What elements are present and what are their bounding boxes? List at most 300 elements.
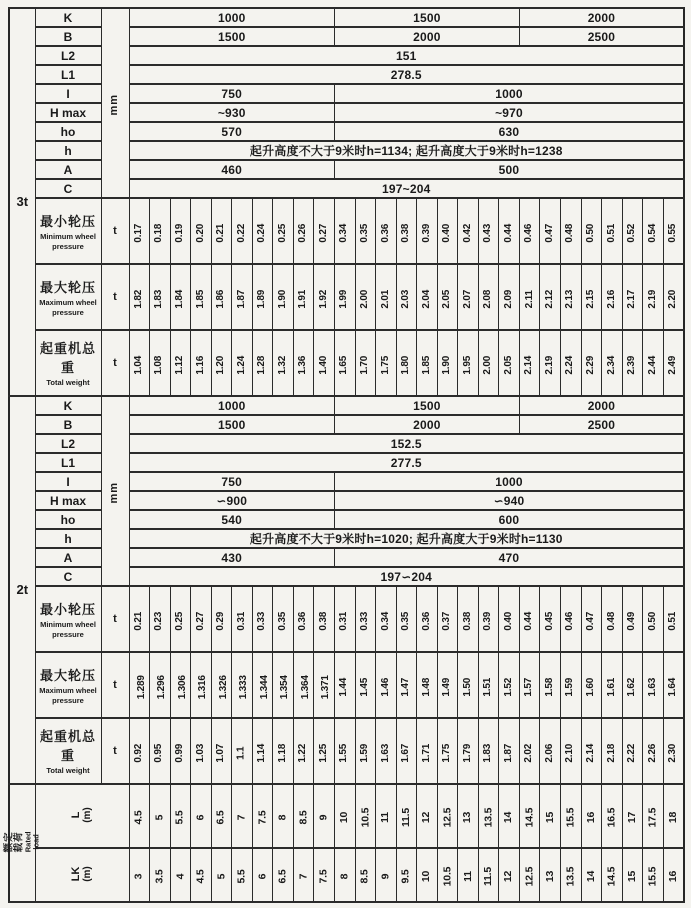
data-value-cell xyxy=(663,586,684,652)
data-value: 2.14 xyxy=(523,355,535,375)
dim-row-label: ho xyxy=(60,124,76,139)
dim-row-label-cell xyxy=(35,453,101,472)
row-label-zh: 起重机总重 xyxy=(39,341,96,376)
data-value-cell xyxy=(150,586,171,652)
dim-value-cell xyxy=(129,122,334,141)
data-value: 0.34 xyxy=(338,223,350,243)
data-value-cell xyxy=(540,718,561,784)
data-value: 1.296 xyxy=(155,675,167,700)
data-value: 2.06 xyxy=(543,743,555,763)
data-value-cell xyxy=(232,784,253,848)
data-value: 2.07 xyxy=(461,289,473,309)
data-value: 0.46 xyxy=(564,611,576,631)
dim-value: 1000 xyxy=(495,86,523,101)
data-value-cell xyxy=(334,652,355,718)
data-value: 2.19 xyxy=(543,355,555,375)
data-value-cell xyxy=(314,586,335,652)
dim-value-cell xyxy=(129,84,334,103)
data-value-cell xyxy=(540,784,561,848)
data-value-cell xyxy=(602,784,623,848)
data-value-cell xyxy=(150,264,171,330)
data-value-cell xyxy=(314,784,335,848)
data-value: 0.31 xyxy=(338,611,350,631)
dim-value: 151 xyxy=(395,48,417,63)
data-value-cell xyxy=(355,718,376,784)
data-value-cell xyxy=(170,784,191,848)
data-value-cell xyxy=(437,586,458,652)
dim-value-cell xyxy=(334,491,684,510)
dim-value-cell xyxy=(129,141,684,160)
data-value: 2.20 xyxy=(667,289,679,309)
data-value: 0.51 xyxy=(605,223,617,243)
data-value: 2.18 xyxy=(605,743,617,763)
data-value-cell xyxy=(643,264,664,330)
row-label-cell xyxy=(35,586,101,652)
data-value-cell xyxy=(376,264,397,330)
data-value-cell xyxy=(417,718,438,784)
data-value: 2.44 xyxy=(646,355,658,375)
data-value: 2.14 xyxy=(585,743,597,763)
data-value: 0.44 xyxy=(502,223,514,243)
data-value: 1.92 xyxy=(317,289,329,309)
data-value: 9 xyxy=(379,873,392,880)
data-value-cell xyxy=(273,198,294,264)
data-value-cell xyxy=(334,264,355,330)
span-row-label-cell xyxy=(35,848,129,902)
dim-row-label: B xyxy=(63,417,73,432)
dim-value: 2000 xyxy=(413,29,441,44)
data-value: 0.22 xyxy=(235,223,247,243)
data-value-cell xyxy=(273,264,294,330)
data-value-cell xyxy=(211,198,232,264)
unit-t-label: t xyxy=(113,291,117,303)
data-value: 2.01 xyxy=(379,289,391,309)
data-value: 1.80 xyxy=(400,355,412,375)
data-value-cell xyxy=(458,652,479,718)
data-value: 0.23 xyxy=(153,611,165,631)
data-value-cell xyxy=(560,330,581,396)
data-value: 2.12 xyxy=(543,289,555,309)
data-value-cell xyxy=(643,198,664,264)
dim-value: 2000 xyxy=(587,398,616,413)
data-value: 0.48 xyxy=(564,223,576,243)
data-value-cell xyxy=(293,848,314,902)
data-value: 2.30 xyxy=(667,743,679,763)
data-value-cell xyxy=(602,718,623,784)
data-value: 0.39 xyxy=(482,611,494,631)
data-value-cell xyxy=(293,198,314,264)
data-value: 1.65 xyxy=(338,355,350,375)
data-value-cell xyxy=(129,784,150,848)
data-value: 0.99 xyxy=(174,743,186,763)
dim-value-cell xyxy=(129,510,334,529)
dim-row-label-cell xyxy=(35,548,101,567)
data-value-cell xyxy=(293,718,314,784)
dim-row-label-cell xyxy=(35,27,101,46)
rated-load-cell xyxy=(3,784,41,902)
dim-row-label-cell xyxy=(35,141,101,160)
data-value-cell xyxy=(663,330,684,396)
row-label-cell xyxy=(35,652,101,718)
dim-row-label: K xyxy=(63,10,73,25)
data-value: 7 xyxy=(297,873,310,880)
dim-value-cell xyxy=(129,65,684,84)
dim-row-label-cell xyxy=(35,65,101,84)
data-value-cell xyxy=(499,330,520,396)
data-value: 1.82 xyxy=(133,289,145,309)
data-value: 1.50 xyxy=(461,677,473,697)
data-value: 1.18 xyxy=(276,743,288,763)
data-value-cell xyxy=(560,784,581,848)
dim-value-cell xyxy=(519,415,684,434)
data-value: 1.16 xyxy=(194,355,206,375)
data-value-cell xyxy=(355,264,376,330)
data-value-cell xyxy=(396,652,417,718)
data-value-cell xyxy=(273,718,294,784)
data-value-cell xyxy=(602,652,623,718)
data-value: 1.44 xyxy=(338,677,350,697)
data-value: 1.79 xyxy=(461,743,473,763)
data-value: 17.5 xyxy=(646,807,659,828)
dim-value: 2000 xyxy=(413,417,441,432)
dim-row-label-cell xyxy=(35,160,101,179)
data-value: 11 xyxy=(379,812,392,823)
data-value: 0.18 xyxy=(153,223,165,243)
data-value: 1.326 xyxy=(217,675,229,700)
data-value-cell xyxy=(622,718,643,784)
data-value-cell xyxy=(478,198,499,264)
data-value: 15 xyxy=(543,811,556,824)
data-value-cell xyxy=(499,784,520,848)
data-value-cell xyxy=(129,848,150,902)
row-label-zh: 最小轮压 xyxy=(39,602,96,618)
dim-row-label-cell xyxy=(35,84,101,103)
data-value: 1.32 xyxy=(276,355,288,375)
data-value-cell xyxy=(293,784,314,848)
dim-value-cell xyxy=(129,27,334,46)
data-value: 1.45 xyxy=(359,677,371,697)
data-value-cell xyxy=(560,198,581,264)
data-value-cell xyxy=(478,652,499,718)
data-value-cell xyxy=(581,652,602,718)
dim-value-cell xyxy=(129,453,684,472)
data-value: 8 xyxy=(338,873,351,880)
dim-value: ~970 xyxy=(495,105,523,120)
data-value: 1.86 xyxy=(215,289,227,309)
data-value: 7 xyxy=(235,814,248,821)
data-value: 1.75 xyxy=(441,743,453,763)
data-value-cell xyxy=(293,652,314,718)
data-value-cell xyxy=(129,264,150,330)
dim-value-cell xyxy=(334,510,684,529)
data-value-cell xyxy=(293,264,314,330)
data-value: 6.5 xyxy=(214,810,227,825)
data-value: 0.47 xyxy=(585,611,597,631)
table-row xyxy=(9,652,684,718)
dim-value: 278.5 xyxy=(390,67,422,82)
data-value-cell xyxy=(376,652,397,718)
data-value: 1.354 xyxy=(279,675,291,700)
data-value-cell xyxy=(519,652,540,718)
data-value-cell xyxy=(622,848,643,902)
row-label-zh: 起重机总重 xyxy=(39,729,96,764)
row-label-en: Maximum wheel pressure xyxy=(39,686,97,705)
data-value: 1.1 xyxy=(235,746,247,760)
dim-value: 277.5 xyxy=(390,455,422,470)
dim-value: 1500 xyxy=(217,417,246,432)
data-value: 1.75 xyxy=(379,355,391,375)
data-value: 13.5 xyxy=(482,807,495,828)
data-value-cell xyxy=(314,264,335,330)
dim-value: 630 xyxy=(498,124,520,139)
data-value: 2.39 xyxy=(626,355,638,375)
dim-value: 500 xyxy=(498,162,520,177)
load-class-label: 3t xyxy=(16,194,29,209)
data-value: 10 xyxy=(420,870,433,883)
row-label-en: Total weight xyxy=(46,378,90,388)
data-value: 0.43 xyxy=(482,223,494,243)
data-value-cell xyxy=(417,784,438,848)
data-value: 15 xyxy=(625,870,638,883)
data-value-cell xyxy=(170,198,191,264)
rated-load-zh: 额定载荷 xyxy=(3,830,25,852)
data-value-cell xyxy=(437,330,458,396)
data-value: 8.5 xyxy=(297,810,310,825)
data-value-cell xyxy=(191,848,212,902)
data-value-cell xyxy=(478,264,499,330)
dim-value: 2500 xyxy=(587,417,616,432)
data-value: 0.36 xyxy=(420,611,432,631)
data-value-cell xyxy=(519,330,540,396)
data-value: 0.29 xyxy=(215,611,227,631)
row-label-zh: 最大轮压 xyxy=(39,280,96,296)
data-value: 11.5 xyxy=(482,866,495,887)
data-value: 0.25 xyxy=(174,611,186,631)
data-value: 1.25 xyxy=(317,743,329,763)
row-label-en: Total weight xyxy=(46,766,90,776)
data-value: 12 xyxy=(502,870,515,883)
data-value: 10.5 xyxy=(441,866,454,887)
data-value-cell xyxy=(211,330,232,396)
span-row-name: LK xyxy=(69,866,82,882)
dim-row-label-cell xyxy=(35,567,101,586)
crane-spec-table xyxy=(3,7,685,903)
dim-value-cell xyxy=(519,27,684,46)
dim-value: ∽940 xyxy=(493,493,525,508)
data-value-cell xyxy=(478,784,499,848)
data-value-cell xyxy=(602,330,623,396)
data-value-cell xyxy=(581,848,602,902)
unit-t-label: t xyxy=(113,357,117,369)
dim-row-label-cell xyxy=(35,472,101,491)
data-value-cell xyxy=(334,848,355,902)
data-value-cell xyxy=(643,718,664,784)
row-label xyxy=(36,338,101,387)
data-value: 0.37 xyxy=(441,611,453,631)
dim-value: 1000 xyxy=(217,398,246,413)
data-value: 1.85 xyxy=(420,355,432,375)
data-value-cell xyxy=(150,718,171,784)
data-value-cell xyxy=(232,848,253,902)
data-value-cell xyxy=(581,264,602,330)
data-value-cell xyxy=(191,784,212,848)
data-value: 0.40 xyxy=(502,611,514,631)
dim-value-cell xyxy=(129,396,334,415)
dim-row-label: L2 xyxy=(60,436,75,451)
data-value: 11 xyxy=(461,871,474,882)
data-value: 0.48 xyxy=(605,611,617,631)
unit-t-label: t xyxy=(113,745,117,757)
data-value-cell xyxy=(622,652,643,718)
data-value: 0.27 xyxy=(194,611,206,631)
data-value: 3 xyxy=(132,873,145,880)
data-value-cell xyxy=(622,264,643,330)
data-value-cell xyxy=(191,652,212,718)
unit-mm-label: mm xyxy=(108,93,121,116)
dim-row-label-cell xyxy=(35,103,101,122)
data-value: 2.10 xyxy=(564,743,576,763)
data-value-cell xyxy=(129,198,150,264)
data-value-cell xyxy=(293,586,314,652)
data-value-cell xyxy=(540,652,561,718)
data-value-cell xyxy=(663,784,684,848)
dim-row-label-cell xyxy=(35,179,101,198)
unit-t-label: t xyxy=(113,613,117,625)
data-value-cell xyxy=(252,652,273,718)
row-label-cell xyxy=(35,264,101,330)
dim-value-cell xyxy=(129,160,334,179)
data-value-cell xyxy=(150,330,171,396)
data-value-cell xyxy=(417,330,438,396)
data-value: 1.51 xyxy=(482,677,494,697)
data-value-cell xyxy=(499,848,520,902)
data-value: 1.48 xyxy=(420,677,432,697)
table-row xyxy=(9,198,684,264)
data-value-cell xyxy=(232,264,253,330)
dim-value: 197~204 xyxy=(382,181,431,196)
data-value-cell xyxy=(273,784,294,848)
table-row xyxy=(9,848,684,902)
data-value-cell xyxy=(170,718,191,784)
data-value: 1.316 xyxy=(196,675,208,700)
data-value-cell xyxy=(540,264,561,330)
data-value-cell xyxy=(191,586,212,652)
data-value: 1.36 xyxy=(297,355,309,375)
data-value: 0.47 xyxy=(543,223,555,243)
data-value-cell xyxy=(396,784,417,848)
dim-row-label: h xyxy=(64,531,72,546)
row-label-en: Minimum wheel pressure xyxy=(40,232,96,251)
data-value: 0.92 xyxy=(133,743,145,763)
data-value-cell xyxy=(191,330,212,396)
data-value: 1.333 xyxy=(238,675,249,700)
data-value-cell xyxy=(252,718,273,784)
data-value-cell xyxy=(458,586,479,652)
data-value-cell xyxy=(396,330,417,396)
data-value: 1.52 xyxy=(502,677,514,697)
data-value: 6 xyxy=(256,873,269,880)
row-label-en: Minimum wheel pressure xyxy=(40,620,96,639)
data-value: 2.16 xyxy=(605,289,617,309)
data-value: 1.364 xyxy=(299,675,311,700)
unit-t-cell xyxy=(101,652,129,718)
data-value: 1.03 xyxy=(194,743,206,763)
data-value: 0.27 xyxy=(317,223,329,243)
data-value-cell xyxy=(191,718,212,784)
data-value: 4.5 xyxy=(194,869,207,884)
dim-value: 460 xyxy=(221,162,243,177)
data-value-cell xyxy=(663,264,684,330)
data-value-cell xyxy=(417,198,438,264)
dim-value-cell xyxy=(334,160,684,179)
data-value-cell xyxy=(129,718,150,784)
data-value-cell xyxy=(643,784,664,848)
data-value: 0.24 xyxy=(256,223,268,243)
data-value: 0.45 xyxy=(543,611,555,631)
dim-value: 750 xyxy=(221,86,243,101)
data-value-cell xyxy=(376,784,397,848)
data-value-cell xyxy=(396,264,417,330)
data-value-cell xyxy=(334,586,355,652)
dim-row-label: A xyxy=(63,162,73,177)
dim-value-cell xyxy=(129,8,334,27)
data-value-cell xyxy=(334,784,355,848)
load-class-cell xyxy=(9,396,35,784)
data-value-cell xyxy=(499,718,520,784)
span-row-label-cell xyxy=(35,784,129,848)
data-value: 6.5 xyxy=(276,869,289,884)
data-value: 2.03 xyxy=(400,289,412,309)
data-value: 1.24 xyxy=(235,355,247,375)
dim-row-label: L1 xyxy=(60,455,75,470)
data-value: 1.87 xyxy=(235,289,247,309)
data-value-cell xyxy=(519,586,540,652)
dim-value: 1500 xyxy=(217,29,246,44)
dim-row-label: A xyxy=(63,550,73,565)
dim-value-cell xyxy=(334,8,519,27)
data-value-cell xyxy=(499,586,520,652)
data-value-cell xyxy=(170,652,191,718)
unit-mm-label: mm xyxy=(108,481,121,504)
data-value: 0.44 xyxy=(523,611,535,631)
data-value: 0.38 xyxy=(461,611,473,631)
data-value-cell xyxy=(540,330,561,396)
data-value-cell xyxy=(458,330,479,396)
data-value: 13 xyxy=(461,811,474,824)
dim-row-label: I xyxy=(66,474,70,489)
data-value: 1.90 xyxy=(441,355,453,375)
data-value-cell xyxy=(150,198,171,264)
data-value: 1.62 xyxy=(626,677,638,697)
data-value: 16.5 xyxy=(605,807,618,828)
data-value-cell xyxy=(396,586,417,652)
data-value-cell xyxy=(273,652,294,718)
data-value-cell xyxy=(376,848,397,902)
data-value-cell xyxy=(191,264,212,330)
dim-row-label: C xyxy=(63,569,73,584)
dim-value: 2000 xyxy=(587,10,616,25)
data-value-cell xyxy=(663,718,684,784)
data-value: 1.67 xyxy=(400,743,412,763)
data-value-cell xyxy=(643,848,664,902)
data-value-cell xyxy=(129,586,150,652)
data-value: 1.64 xyxy=(667,677,679,697)
data-value-cell xyxy=(458,718,479,784)
data-value: 1.371 xyxy=(320,675,332,700)
data-value-cell xyxy=(581,718,602,784)
dim-row-label-cell xyxy=(35,510,101,529)
dim-row-label: C xyxy=(63,181,73,196)
